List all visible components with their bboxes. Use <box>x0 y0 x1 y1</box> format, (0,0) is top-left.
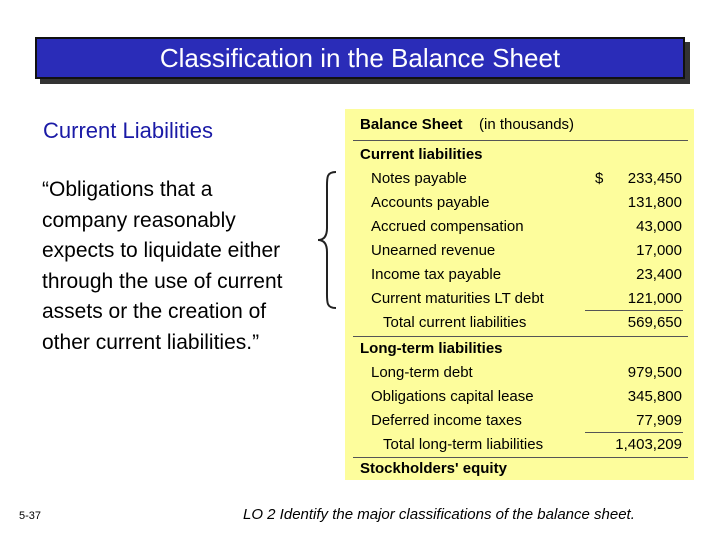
subtotal-rule <box>585 432 683 433</box>
line-item-amount: 233,450 <box>627 170 682 187</box>
line-item-label: Income tax payable <box>371 266 502 283</box>
line-item-amount: 77,909 <box>636 412 682 429</box>
divider <box>353 140 688 141</box>
total-row <box>345 314 694 338</box>
line-item-label: Deferred income taxes <box>371 412 522 429</box>
total-amount: 569,650 <box>627 314 682 331</box>
sheet-title-row <box>345 116 694 140</box>
quote-line: “Obligations that a <box>42 178 213 201</box>
stockholders-equity-header: Stockholders' equity <box>360 460 507 477</box>
line-item-amount: 121,000 <box>627 290 682 307</box>
table-row <box>345 194 694 218</box>
line-item-label: Notes payable <box>371 170 467 187</box>
line-item-label: Accounts payable <box>371 194 490 211</box>
table-row <box>345 266 694 290</box>
quote-line: through the use of current <box>42 269 283 293</box>
table-row <box>345 170 694 194</box>
line-item-amount: 979,500 <box>627 364 682 381</box>
long-term-liabilities-header-row <box>345 340 694 364</box>
current-liabilities-header-row <box>345 146 694 170</box>
divider <box>353 457 688 458</box>
line-item-amount: 23,400 <box>636 266 682 283</box>
slide-title-text: Classification in the Balance Sheet <box>159 42 561 73</box>
total-label: Total long-term liabilities <box>383 436 544 453</box>
line-item-label: Current maturities LT debt <box>371 290 544 307</box>
total-amount: 1,403,209 <box>615 436 682 453</box>
balance-sheet-panel <box>345 109 694 480</box>
quote-line: assets or the creation of <box>42 300 267 323</box>
quote-line: other current liabilities.” <box>42 330 260 354</box>
quote-line: company reasonably <box>42 208 236 232</box>
currency-symbol: $ <box>595 170 604 187</box>
slide-number: 5-37 <box>19 510 42 522</box>
quote-line: expects to liquidate either <box>42 239 281 262</box>
current-liabilities-header: Current liabilities <box>360 146 483 163</box>
slide-title <box>35 37 685 79</box>
line-item-amount: 43,000 <box>636 218 682 235</box>
line-item-amount: 17,000 <box>636 242 682 259</box>
curly-brace-icon <box>316 170 338 310</box>
table-row <box>345 364 694 388</box>
table-row <box>345 242 694 266</box>
section-subtitle: Current Liabilities <box>43 118 213 143</box>
line-item-amount: 345,800 <box>627 388 682 405</box>
learning-objective-footer: LO 2 Identify the major classifications of the balance sheet. <box>243 506 635 523</box>
line-item-label: Obligations capital lease <box>371 388 534 405</box>
line-item-amount: 131,800 <box>627 194 682 211</box>
divider <box>353 336 688 337</box>
table-row <box>345 388 694 412</box>
subtotal-rule <box>585 310 683 311</box>
line-item-label: Accrued compensation <box>371 218 524 235</box>
total-label: Total current liabilities <box>383 314 527 331</box>
long-term-liabilities-header: Long-term liabilities <box>360 340 503 357</box>
table-row <box>345 218 694 242</box>
stockholders-equity-header-row <box>345 460 694 484</box>
line-item-label: Unearned revenue <box>371 242 496 259</box>
definition-quote <box>42 175 332 358</box>
line-item-label: Long-term debt <box>371 364 473 381</box>
sheet-title: Balance Sheet <box>360 116 463 133</box>
sheet-title-note: (in thousands) <box>479 116 575 133</box>
